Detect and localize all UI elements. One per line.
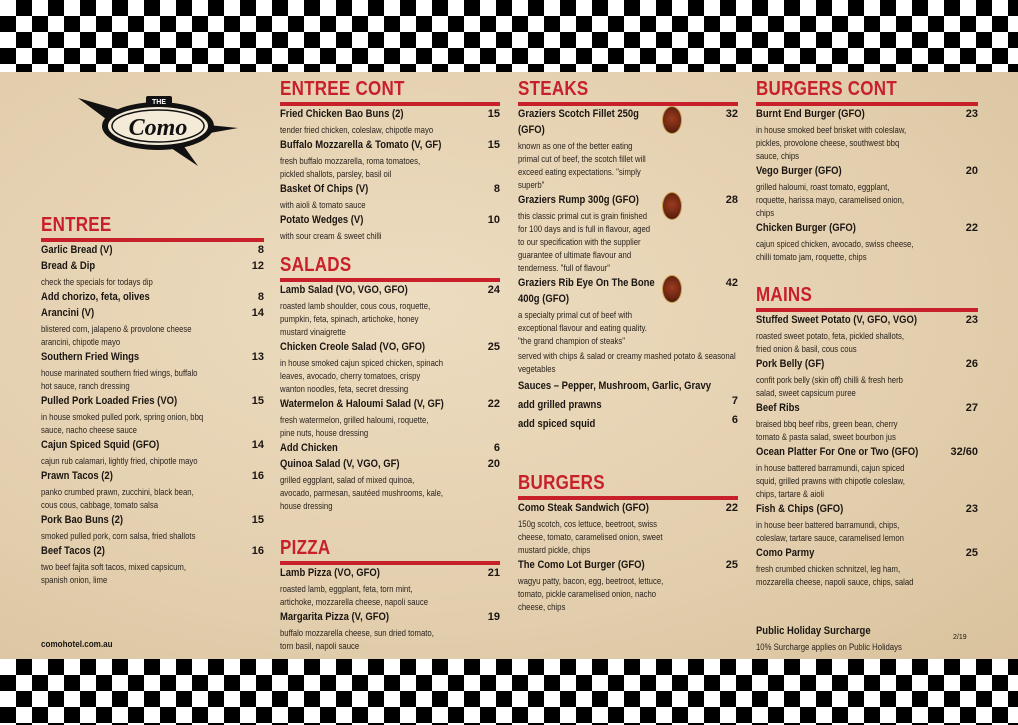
section-rule xyxy=(280,278,500,282)
menu-item-description: braised bbq beef ribs, green bean, cherry xyxy=(756,419,898,429)
menu-item-name: Buffalo Mozzarella & Tomato (V, GF) xyxy=(280,139,442,151)
menu-item-price: 28 xyxy=(725,194,738,206)
menu-item-description: fresh watermelon, grilled haloumi, roquette, xyxy=(280,415,429,425)
section-rule xyxy=(280,102,500,106)
menu-item-description: sauce, chips xyxy=(756,151,800,161)
section-rule xyxy=(280,561,500,565)
menu-item-name: Graziers Scotch Fillet 250g xyxy=(518,108,639,120)
menu-item-name: Add chorizo, feta, olives xyxy=(41,291,150,303)
menu-item-price: 8 xyxy=(493,183,500,195)
menu-item-description: 150g scotch, cos lettuce, beetroot, swiss xyxy=(518,519,657,529)
menu-item-description: smoked pulled pork, corn salsa, fried shallots xyxy=(41,531,196,541)
page-number: 2/19 xyxy=(953,634,967,641)
menu-item-description: buffalo mozzarella cheese, sun dried tomato, xyxy=(280,628,434,638)
menu-item-description: two beef fajita soft tacos, mixed capsicum, xyxy=(41,562,186,572)
menu-item-description: sauce, nacho cheese sauce xyxy=(41,425,137,435)
menu-item-description: known as one of the better eating xyxy=(518,141,633,151)
menu-item-name: Como Steak Sandwich (GFO) xyxy=(518,502,649,514)
menu-item-description: tomato & pasta salad, sweet bourbon jus xyxy=(756,432,896,442)
menu-item-name: Cajun Spiced Squid (GFO) xyxy=(41,439,160,451)
menu-item-description: roasted lamb, eggplant, feta, torn mint, xyxy=(280,584,413,594)
menu-item-description: house dressing xyxy=(280,501,333,511)
menu-item-description: wanton noodles, feta, secret dressing xyxy=(280,384,409,394)
menu-item-description: a specialty primal cut of beef with xyxy=(518,310,633,320)
menu-item-description: blistered corn, jalapeno & provolone cheese xyxy=(41,324,192,334)
menu-item-description: tenderness. "full of flavour" xyxy=(518,263,610,273)
menu-item-price: 6 xyxy=(493,442,500,454)
menu-item-price: 15 xyxy=(251,514,264,526)
menu-item-name: Pork Bao Buns (2) xyxy=(41,514,124,526)
menu-item-description: fried onion & basil, cous cous xyxy=(756,344,857,354)
menu-item-name: Margarita Pizza (V, GFO) xyxy=(280,611,390,623)
menu-item-description: house marinated southern fried wings, buffalo xyxy=(41,368,198,378)
menu-item-name: Lamb Pizza (VO, GFO) xyxy=(280,567,380,579)
section-title: BURGERS xyxy=(518,472,605,494)
menu-item-description: cheese, chips xyxy=(518,602,566,612)
menu-item-description: "the grand champion of steaks" xyxy=(518,336,626,346)
section-title: PIZZA xyxy=(280,537,331,559)
menu-item-description: roquette, harissa mayo, caramelised onion, xyxy=(756,195,905,205)
menu-item-description: pine nuts, house dressing xyxy=(280,428,369,438)
menu-item-name: Potato Wedges (V) xyxy=(280,214,364,226)
menu-item-description: cajun spiced chicken, avocado, swiss cheese, xyxy=(756,239,914,249)
menu-item-description: spanish onion, lime xyxy=(41,575,108,585)
menu-item-price: 21 xyxy=(487,567,500,579)
menu-item-description: guarantee of ultimate flavour and xyxy=(518,250,632,260)
menu-item-name: Vego Burger (GFO) xyxy=(756,165,842,177)
menu-item-description: this classic primal cut is grain finished xyxy=(518,211,648,221)
menu-item-price: 14 xyxy=(251,439,264,451)
menu-item-description: artichoke, mozzarella cheese, napoli sauce xyxy=(280,597,429,607)
menu-item-price: 8 xyxy=(257,244,264,256)
menu-item-description: in house smoked beef brisket with coleslaw, xyxy=(756,125,907,135)
menu-item-name: Arancini (V) xyxy=(41,307,95,319)
menu-item-name: Burnt End Burger (GFO) xyxy=(756,108,865,120)
menu-item-description: primal cut of beef, the scotch fillet will xyxy=(518,154,646,164)
menu-item-description: pickled shallots, parsley, basil oil xyxy=(280,169,392,179)
menu-item-description: torn basil, napoli sauce xyxy=(280,641,360,651)
menu-item-description: roasted sweet potato, feta, pickled shallots, xyxy=(756,331,905,341)
menu-item-price: 24 xyxy=(487,284,500,296)
menu-item-description: pickles, provolone cheese, southwest bbq xyxy=(756,138,900,148)
steak-extra-price: 7 xyxy=(731,395,738,407)
menu-item-description: exceed eating expectations. "simply xyxy=(518,167,641,177)
menu-item-name: 400g (GFO) xyxy=(518,293,569,305)
menu-item-description: for 100 days and is full in flavour, aged xyxy=(518,224,651,234)
menu-item-description: cous cous, cabbage, tomato salsa xyxy=(41,500,159,510)
menu-item-description: cajun rub calamari, lightly fried, chipotle mayo xyxy=(41,456,198,466)
menu-item-price: 15 xyxy=(487,139,500,151)
menu-item-name: Lamb Salad (VO, VGO, GFO) xyxy=(280,284,408,296)
menu-item-price: 19 xyxy=(487,611,500,623)
section-rule xyxy=(518,496,738,500)
menu-item-description: panko crumbed prawn, zucchini, black bean, xyxy=(41,487,194,497)
como-logo xyxy=(78,88,238,168)
menu-item-name: (GFO) xyxy=(518,124,545,136)
website-text: comohotel.com.au xyxy=(41,639,113,649)
menu-item-price: 23 xyxy=(965,503,978,515)
section-title: MAINS xyxy=(756,284,813,306)
menu-item-name: Beef Tacos (2) xyxy=(41,545,105,557)
menu-item-description: in house battered barramundi, cajun spiced xyxy=(756,463,905,473)
menu-item-price: 15 xyxy=(251,395,264,407)
menu-item-description: fresh crumbed chicken schnitzel, leg ham, xyxy=(756,564,901,574)
menu-item-price: 12 xyxy=(251,260,264,272)
menu-item-name: Fried Chicken Bao Buns (2) xyxy=(280,108,404,120)
menu-item-name: The Como Lot Burger (GFO) xyxy=(518,559,645,571)
menu-item-price: 13 xyxy=(251,351,264,363)
menu-item-description: leaves, avocado, cherry tomatoes, crispy xyxy=(280,371,421,381)
checkerboard-top-border xyxy=(0,0,1018,72)
section-rule xyxy=(756,308,978,312)
menu-item-description: fresh buffalo mozzarella, roma tomatoes, xyxy=(280,156,421,166)
menu-item-description: squid, grilled prawns with chipotle coleslaw, xyxy=(756,476,905,486)
section-rule xyxy=(518,102,738,106)
menu-item-description: coleslaw, tartare sauce, caramelised lemon xyxy=(756,533,905,543)
menu-item-description: cheese, tomato, caramelised onion, sweet xyxy=(518,532,663,542)
menu-item-price: 16 xyxy=(251,545,264,557)
menu-item-description: pumpkin, feta, spinach, artichoke, honey xyxy=(280,314,419,324)
menu-item-description: mozzarella cheese, napoli sauce, chips, salad xyxy=(756,577,914,587)
menu-item-name: Quinoa Salad (V, VGO, GF) xyxy=(280,458,400,470)
menu-item-description: chilli tomato jam, roquette, chips xyxy=(756,252,867,262)
menu-item-description: tender fried chicken, coleslaw, chipotle mayo xyxy=(280,125,434,135)
menu-item-price: 8 xyxy=(257,291,264,303)
menu-item-description: in house smoked cajun spiced chicken, spinach xyxy=(280,358,444,368)
checkerboard-bottom-border xyxy=(0,659,1018,725)
menu-item-price: 32 xyxy=(725,108,738,120)
menu-item-description: superb" xyxy=(518,180,545,190)
menu-item-price: 16 xyxy=(251,470,264,482)
menu-item-price: 25 xyxy=(725,559,738,571)
menu-item-name: Bread & Dip xyxy=(41,260,96,272)
menu-item-price: 10 xyxy=(487,214,500,226)
menu-item-description: avocado, parmesan, sautéed mushrooms, kale, xyxy=(280,488,444,498)
menu-item-name: Prawn Tacos (2) xyxy=(41,470,113,482)
menu-item-description: grilled haloumi, roast tomato, eggplant, xyxy=(756,182,890,192)
steak-served-note: served with chips & salad or creamy mashed potato & seasonal xyxy=(518,351,736,361)
menu-item-description: roasted lamb shoulder, cous cous, roquette, xyxy=(280,301,431,311)
menu-item-name: Fish & Chips (GFO) xyxy=(756,503,844,515)
steak-extra-name: add grilled prawns xyxy=(518,399,602,411)
graziers-badge-icon xyxy=(662,106,682,134)
menu-item-description: hot sauce, ranch dressing xyxy=(41,381,130,391)
menu-item-name: Como Parmy xyxy=(756,547,815,559)
menu-item-name: Watermelon & Haloumi Salad (V, GF) xyxy=(280,398,444,410)
menu-item-description: salad, sweet capsicum puree xyxy=(756,388,856,398)
menu-item-price: 23 xyxy=(965,108,978,120)
menu-item-description: chips, tartare & aioli xyxy=(756,489,824,499)
section-title: BURGERS CONT xyxy=(756,78,897,100)
menu-item-price: 22 xyxy=(725,502,738,514)
menu-item-description: in house smoked pulled pork, spring onion, bbq xyxy=(41,412,204,422)
menu-item-price: 25 xyxy=(487,341,500,353)
menu-item-name: Garlic Bread (V) xyxy=(41,244,113,256)
menu-item-description: wagyu patty, bacon, egg, beetroot, lettuce, xyxy=(518,576,664,586)
menu-item-description: grilled eggplant, salad of mixed quinoa, xyxy=(280,475,415,485)
menu-item-name: Add Chicken xyxy=(280,442,338,454)
menu-item-price: 25 xyxy=(965,547,978,559)
menu-item-price: 20 xyxy=(487,458,500,470)
section-title: SALADS xyxy=(280,254,352,276)
menu-item-price: 22 xyxy=(965,222,978,234)
menu-item-description: with sour cream & sweet chilli xyxy=(280,231,382,241)
menu-item-price: 26 xyxy=(965,358,978,370)
section-title: ENTREE xyxy=(41,214,112,236)
menu-item-price: 20 xyxy=(965,165,978,177)
logo-the-text: THE xyxy=(152,99,166,106)
menu-item-description: exceptional flavour and eating quality. xyxy=(518,323,647,333)
menu-item-price: 23 xyxy=(965,314,978,326)
section-title: STEAKS xyxy=(518,78,589,100)
menu-item-description: confit pork belly (skin off) chilli & fresh herb xyxy=(756,375,903,385)
menu-item-description: to our specification with the supplier xyxy=(518,237,641,247)
logo-como-text: Como xyxy=(128,115,188,141)
menu-item-description: with aioli & tomato sauce xyxy=(280,200,366,210)
menu-item-description: chips xyxy=(756,208,775,218)
menu-item-description: check the specials for todays dip xyxy=(41,277,153,287)
steak-served-note: vegetables xyxy=(518,364,556,374)
menu-item-description: mustard vinaigrette xyxy=(280,327,346,337)
menu-item-name: Southern Fried Wings xyxy=(41,351,140,363)
section-title: ENTREE CONT xyxy=(280,78,405,100)
graziers-badge-icon xyxy=(662,275,682,303)
menu-item-name: Stuffed Sweet Potato (V, GFO, VGO) xyxy=(756,314,918,326)
section-rule xyxy=(756,102,978,106)
menu-item-name: Graziers Rump 300g (GFO) xyxy=(518,194,639,206)
steak-extra-name: add spiced squid xyxy=(518,418,596,430)
menu-item-price: 32/60 xyxy=(950,446,978,458)
graziers-badge-icon xyxy=(662,192,682,220)
menu-item-price: 27 xyxy=(965,402,978,414)
menu-item-description: tomato, pickle caramelised onion, nacho xyxy=(518,589,657,599)
menu-item-name: Pulled Pork Loaded Fries (VO) xyxy=(41,395,178,407)
menu-item-price: 22 xyxy=(487,398,500,410)
menu-item-name: Chicken Burger (GFO) xyxy=(756,222,856,234)
menu-item-description: in house beer battered barramundi, chips, xyxy=(756,520,900,530)
surcharge-description: 10% Surcharge applies on Public Holidays xyxy=(756,642,902,652)
menu-item-description: mustard pickle, chips xyxy=(518,545,591,555)
menu-item-name: Graziers Rib Eye On The Bone xyxy=(518,277,655,289)
menu-item-name: Pork Belly (GF) xyxy=(756,358,825,370)
surcharge-title: Public Holiday Surcharge xyxy=(756,625,871,637)
menu-item-name: Basket Of Chips (V) xyxy=(280,183,369,195)
menu-item-name: Beef Ribs xyxy=(756,402,800,414)
menu-item-description: arancini, chipotle mayo xyxy=(41,337,121,347)
menu-item-price: 14 xyxy=(251,307,264,319)
steak-sauces: Sauces – Pepper, Mushroom, Garlic, Gravy xyxy=(518,380,711,392)
steak-extra-price: 6 xyxy=(731,414,738,426)
menu-item-name: Chicken Creole Salad (VO, GFO) xyxy=(280,341,426,353)
menu-item-price: 42 xyxy=(725,277,738,289)
section-rule xyxy=(41,238,264,242)
menu-item-name: Ocean Platter For One or Two (GFO) xyxy=(756,446,919,458)
menu-item-price: 15 xyxy=(487,108,500,120)
